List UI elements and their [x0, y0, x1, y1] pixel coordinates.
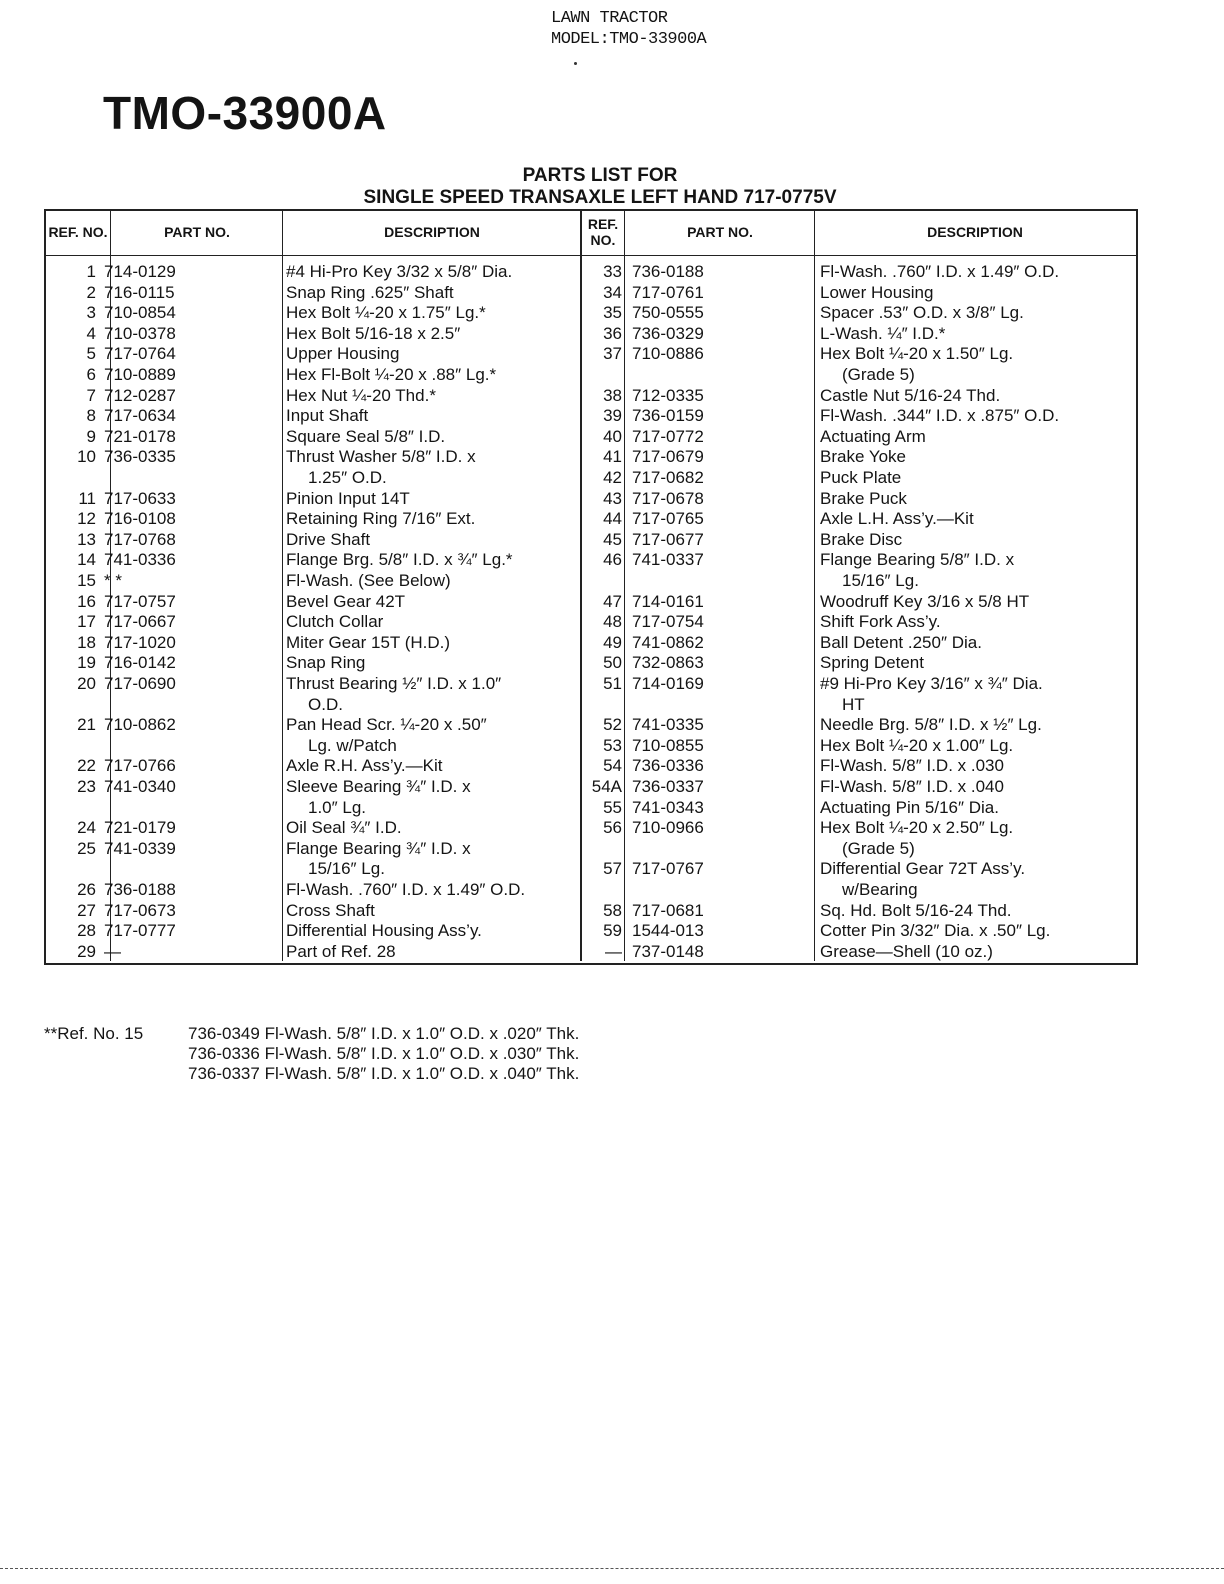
ref-number: 54A [591, 777, 622, 796]
part-number: 1544-013 [632, 921, 704, 941]
ref-number: 59 [603, 921, 622, 941]
ref-number: 5 [86, 344, 96, 364]
part-number: 717-0673 [104, 900, 176, 920]
part-number: 712-0287 [104, 385, 176, 405]
part-number: 721-0178 [104, 426, 176, 446]
part-description: Upper Housing [286, 344, 400, 364]
part-description: Snap Ring [286, 653, 366, 673]
ref-number: 50 [603, 653, 622, 673]
part-number: 736-0337 [632, 777, 704, 796]
header-line-2: MODEL:TMO-33900A [551, 30, 707, 49]
part-description: Pinion Input 14T [286, 488, 410, 508]
part-description: Grease—Shell (10 oz.) [820, 941, 993, 961]
part-description: Brake Yoke [820, 447, 907, 467]
part-number: 741-0337 [632, 550, 704, 570]
ref-number: 58 [603, 900, 622, 920]
part-description: Ball Detent .250″ Dia. [820, 632, 982, 652]
part-description: Castle Nut 5/16-24 Thd. [820, 385, 1001, 405]
part-description: Fl-Wash. 5/8″ I.D. x .030 [820, 756, 1004, 776]
ref-number: 2 [86, 282, 96, 302]
part-number: 717-0766 [104, 756, 176, 776]
footnote-part: 736-0336 [188, 1044, 260, 1063]
ref-number: 3 [86, 303, 96, 323]
part-number: 736-0336 [632, 756, 704, 776]
part-number: 717-0633 [104, 488, 176, 508]
part-number: 741-0335 [632, 715, 704, 735]
part-description: 15/16″ Lg. [842, 570, 919, 590]
ref-number: 6 [86, 365, 96, 384]
part-description: Needle Brg. 5/8″ I.D. x ½″ Lg. [820, 715, 1042, 735]
ref-number: 28 [77, 921, 96, 941]
col-ref-right: REF. NO. [587, 216, 619, 248]
stray-mark [574, 62, 577, 65]
part-number: 717-0764 [104, 344, 176, 364]
ref-number: 21 [77, 715, 96, 735]
ref-number: 1 [86, 262, 96, 281]
ref-number: 10 [77, 447, 96, 467]
part-number: 710-0862 [104, 715, 176, 735]
footnote-desc: Fl-Wash. 5/8″ I.D. x 1.0″ O.D. x .020″ Thk. [264, 1024, 580, 1043]
header-rule [44, 255, 1136, 256]
ref-number: 9 [86, 426, 96, 446]
footnote-desc: Fl-Wash. 5/8″ I.D. x 1.0″ O.D. x .030″ Thk. [264, 1044, 580, 1063]
ref-number: 18 [77, 632, 96, 652]
ref-number: 27 [77, 900, 96, 920]
page-edge-line [0, 1568, 1224, 1569]
part-description: Hex Bolt ¼-20 x 1.75″ Lg.* [286, 303, 486, 323]
parts-table [44, 209, 1136, 982]
col-ref-left: REF. NO. [48, 224, 108, 240]
ref-number: 12 [77, 509, 96, 529]
ref-number: 53 [603, 735, 622, 755]
part-number: 717-0757 [104, 591, 176, 611]
part-number: 717-0681 [632, 900, 704, 920]
ref-number: 57 [603, 859, 622, 879]
part-number: 717-0667 [104, 612, 176, 632]
part-number: 741-0336 [104, 550, 176, 570]
ref-number: 54 [603, 756, 622, 776]
part-number: 717-0678 [632, 488, 704, 508]
ref-number: 19 [77, 653, 96, 673]
part-description: Fl-Wash. .760″ I.D. x 1.49″ O.D. [820, 262, 1060, 281]
ref-number: 16 [77, 591, 96, 611]
footnote-desc: Fl-Wash. 5/8″ I.D. x 1.0″ O.D. x .040″ Thk. [264, 1064, 580, 1083]
ref-number: 34 [603, 282, 622, 302]
part-number: 736-0329 [632, 323, 704, 343]
part-description: HT [842, 694, 865, 714]
part-number: 737-0148 [632, 941, 704, 961]
part-description: Flange Bearing ¾″ I.D. x [286, 838, 471, 858]
part-description: Bevel Gear 42T [286, 591, 406, 611]
ref-number: 35 [603, 303, 622, 323]
part-description: Thrust Bearing ½″ I.D. x 1.0″ [286, 674, 502, 693]
ref-number: 55 [603, 797, 622, 817]
part-description: Hex Bolt ¼-20 x 1.50″ Lg. [820, 344, 1014, 364]
footnote-part: 736-0337 [188, 1064, 260, 1083]
part-description: Part of Ref. 28 [286, 941, 396, 961]
column-rule [814, 209, 815, 961]
part-description: Miter Gear 15T (H.D.) [286, 632, 451, 652]
ref-number: 49 [603, 632, 622, 652]
ref-number: 22 [77, 756, 96, 776]
col-desc-right: DESCRIPTION [927, 224, 1023, 240]
col-part-right: PART NO. [687, 224, 753, 240]
ref-number: 45 [603, 529, 622, 549]
ref-number: 20 [77, 674, 96, 693]
part-description: Cotter Pin 3/32″ Dia. x .50″ Lg. [820, 921, 1051, 941]
ref-number: 56 [603, 818, 622, 838]
ref-number: 11 [78, 488, 96, 508]
part-description: Brake Puck [820, 488, 907, 508]
ref-number: 38 [603, 385, 622, 405]
part-number: 717-0690 [104, 674, 176, 693]
part-number: — [104, 941, 121, 961]
ref-number: 42 [603, 468, 622, 487]
part-description: Actuating Pin 5/16″ Dia. [820, 797, 999, 817]
part-description: Fl-Wash. (See Below) [286, 571, 451, 590]
part-number: 710-0966 [632, 818, 704, 838]
part-description: Drive Shaft [286, 529, 371, 549]
part-number: 714-0161 [632, 591, 704, 611]
part-description: Lg. w/Patch [308, 735, 397, 755]
header-line-1: LAWN TRACTOR [551, 9, 668, 28]
part-description: Hex Fl-Bolt ¼-20 x .88″ Lg.* [286, 365, 497, 384]
ref-number: 4 [86, 323, 96, 343]
ref-number: 24 [77, 818, 96, 838]
part-description: Cross Shaft [286, 900, 375, 920]
part-number: 732-0863 [632, 653, 704, 673]
part-number: 716-0108 [104, 509, 176, 529]
part-number: 717-1020 [104, 632, 176, 652]
part-number: 721-0179 [104, 818, 176, 838]
part-description: Fl-Wash. .344″ I.D. x .875″ O.D. [820, 406, 1060, 426]
ref-number: 37 [603, 344, 622, 364]
part-number: 736-0188 [104, 880, 176, 899]
parts-list-subtitle: SINGLE SPEED TRANSAXLE LEFT HAND 717-0775V [363, 187, 837, 208]
ref-number: 29 [77, 941, 96, 961]
ref-number: 40 [603, 426, 622, 446]
part-description: Actuating Arm [820, 426, 926, 446]
part-number: 717-0761 [632, 282, 704, 302]
part-number: 736-0335 [104, 447, 176, 467]
part-description: Hex Bolt ¼-20 x 1.00″ Lg. [820, 735, 1014, 755]
ref-number: 51 [603, 674, 622, 693]
part-number: 717-0634 [104, 406, 176, 426]
part-description: L-Wash. ¼″ I.D.* [820, 323, 946, 343]
part-number: 717-0754 [632, 612, 704, 632]
part-number: 717-0679 [632, 447, 704, 467]
part-description: Axle R.H. Ass’y.—Kit [286, 756, 443, 776]
ref-number: 46 [603, 550, 622, 570]
part-description: #9 Hi-Pro Key 3/16″ x ¾″ Dia. [820, 674, 1043, 693]
ref-number: 39 [603, 406, 622, 426]
part-number: 712-0335 [632, 385, 704, 405]
part-number: 717-0677 [632, 529, 704, 549]
col-part-left: PART NO. [164, 224, 230, 240]
part-description: Hex Nut ¼-20 Thd.* [286, 385, 436, 405]
ref-number: 15 [77, 571, 96, 590]
part-description: Snap Ring .625″ Shaft [286, 282, 454, 302]
part-description: Sleeve Bearing ¾″ I.D. x [286, 777, 471, 796]
footnote-label: **Ref. No. 15 [44, 1024, 144, 1043]
part-number: 741-0343 [632, 797, 704, 817]
page-header [551, 8, 706, 50]
ref-number: 25 [77, 838, 96, 858]
part-description: Retaining Ring 7/16″ Ext. [286, 509, 476, 529]
ref-number: 52 [603, 715, 622, 735]
part-description: Spring Detent [820, 653, 924, 673]
part-description: Hex Bolt ¼-20 x 2.50″ Lg. [820, 818, 1014, 838]
part-number: 710-0889 [104, 365, 176, 384]
part-description: Square Seal 5/8″ I.D. [286, 426, 446, 446]
part-number: 717-0772 [632, 426, 704, 446]
part-description: w/Bearing [842, 879, 918, 899]
model-title: TMO-33900A [103, 87, 387, 139]
footnote-part: 736-0349 [188, 1024, 260, 1043]
part-number: 741-0340 [104, 777, 176, 796]
ref-number: 44 [603, 509, 622, 529]
part-description: Differential Housing Ass’y. [286, 921, 482, 941]
ref-number: 41 [603, 447, 622, 467]
footnote [44, 1024, 579, 1084]
ref-number: 17 [77, 612, 96, 632]
part-description: 1.0″ Lg. [308, 797, 367, 817]
ref-number: 36 [603, 323, 622, 343]
part-number: 716-0142 [104, 653, 176, 673]
part-description: Pan Head Scr. ¼-20 x .50″ [286, 715, 487, 735]
part-description: Flange Bearing 5/8″ I.D. x [820, 550, 1015, 570]
part-number: 714-0129 [104, 262, 176, 281]
part-description: Thrust Washer 5/8″ I.D. x [286, 447, 476, 467]
part-description: (Grade 5) [842, 364, 915, 384]
part-number: 710-0855 [632, 735, 704, 755]
part-number: 717-0765 [632, 509, 704, 529]
ref-number: 33 [603, 262, 622, 281]
part-description: Puck Plate [820, 468, 902, 487]
part-number: 717-0767 [632, 859, 704, 879]
part-description: Axle L.H. Ass’y.—Kit [820, 509, 974, 529]
part-number: 714-0169 [632, 674, 704, 693]
part-description: (Grade 5) [842, 838, 915, 858]
part-number: * * [104, 571, 122, 590]
parts-list-title: PARTS LIST FOR [522, 165, 678, 186]
part-description: Sq. Hd. Bolt 5/16-24 Thd. [820, 900, 1012, 920]
part-description: Oil Seal ¾″ I.D. [286, 818, 402, 838]
part-number: 710-0378 [104, 323, 176, 343]
part-description: Woodruff Key 3/16 x 5/8 HT [820, 591, 1030, 611]
part-description: Clutch Collar [286, 612, 384, 632]
ref-number: 8 [86, 406, 96, 426]
ref-number: — [605, 941, 622, 961]
part-number: 716-0115 [104, 282, 175, 302]
part-description: #4 Hi-Pro Key 3/32 x 5/8″ Dia. [286, 262, 513, 281]
part-number: 710-0886 [632, 344, 704, 364]
part-description: O.D. [308, 694, 343, 714]
part-number: 710-0854 [104, 303, 176, 323]
part-description: Shift Fork Ass’y. [820, 612, 941, 632]
part-description: Input Shaft [286, 406, 369, 426]
column-rule [624, 209, 625, 961]
part-number: 750-0555 [632, 303, 704, 323]
part-number: 741-0339 [104, 838, 176, 858]
ref-number: 14 [77, 550, 96, 570]
ref-number: 13 [77, 529, 96, 549]
part-description: Fl-Wash. .760″ I.D. x 1.49″ O.D. [286, 880, 526, 899]
part-number: 736-0188 [632, 262, 704, 281]
part-description: Fl-Wash. 5/8″ I.D. x .040 [820, 777, 1004, 796]
part-description: Hex Bolt 5/16-18 x 2.5″ [286, 323, 461, 343]
part-description: Spacer .53″ O.D. x 3/8″ Lg. [820, 303, 1024, 323]
part-description: Brake Disc [820, 529, 903, 549]
ref-number: 47 [603, 591, 622, 611]
ref-number: 7 [86, 385, 96, 405]
part-number: 717-0777 [104, 921, 176, 941]
ref-number: 43 [603, 488, 622, 508]
column-rule [282, 209, 283, 961]
part-description: Lower Housing [820, 282, 934, 302]
part-description: 15/16″ Lg. [308, 859, 385, 879]
ref-number: 23 [77, 777, 96, 796]
part-description: Differential Gear 72T Ass’y. [820, 859, 1026, 879]
part-number: 717-0768 [104, 529, 176, 549]
ref-number: 48 [603, 612, 622, 632]
part-number: 736-0159 [632, 406, 704, 426]
part-description: 1.25″ O.D. [308, 467, 387, 487]
ref-number: 26 [77, 880, 96, 899]
col-desc-left: DESCRIPTION [384, 224, 480, 240]
part-description: Flange Brg. 5/8″ I.D. x ¾″ Lg.* [286, 550, 513, 570]
part-number: 741-0862 [632, 632, 704, 652]
part-number: 717-0682 [632, 468, 704, 487]
